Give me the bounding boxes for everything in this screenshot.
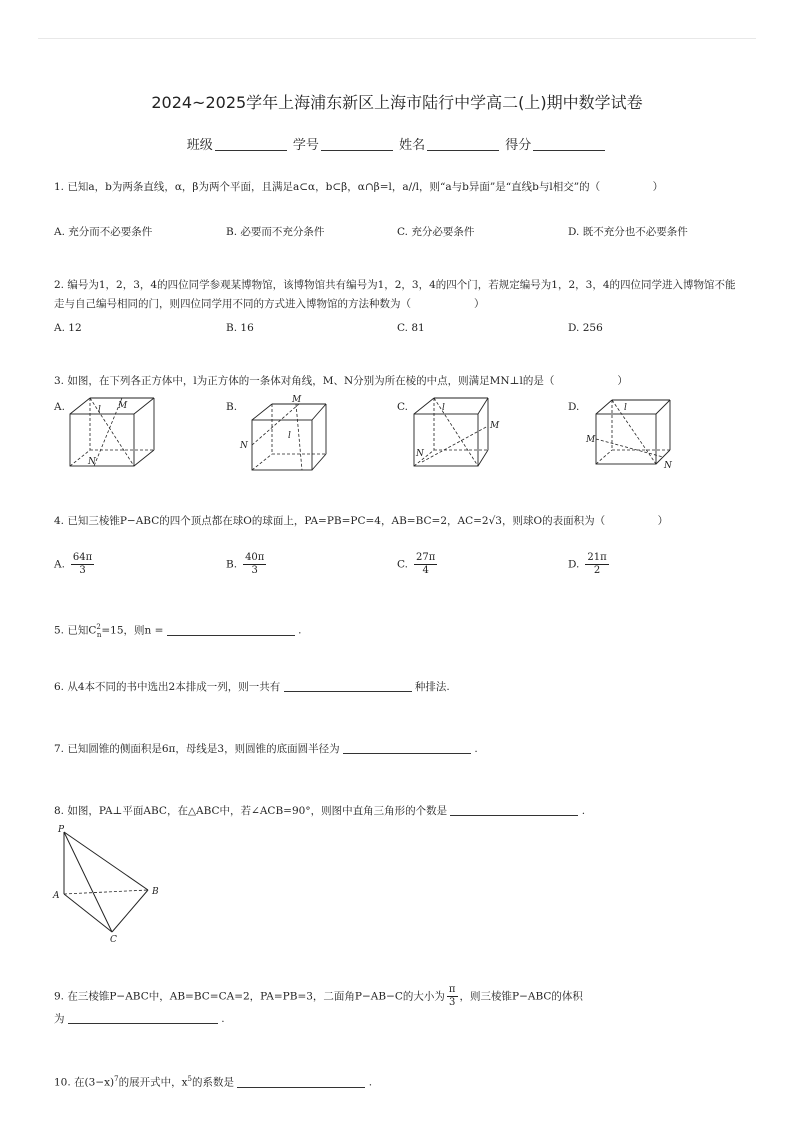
q3-option-b-label[interactable]: B. <box>226 401 238 413</box>
cube-c-label-l: l <box>442 403 445 413</box>
cube-b-label-n: N <box>240 441 248 451</box>
cube-d-label-m: M <box>586 435 596 445</box>
question-1: 1. 已知a，b为两条直线，α，β为两个平面，且满足a⊂α，b⊂β，α∩β=l，a//l，则“a与b异面”是“直线b与l相交”的（ ） <box>54 181 664 193</box>
q5-answer-blank[interactable] <box>167 625 295 636</box>
cube-figure-a <box>64 394 164 478</box>
cube-a-label-m: M <box>118 401 128 411</box>
q1-option-b[interactable]: B. 必要而不充分条件 <box>226 226 325 238</box>
cube-figure-b <box>236 394 336 478</box>
question-2: 2. 编号为1，2，3，4的四位同学参观某博物馆，该博物馆共有编号为1，2，3，4的四个门，若规定编号为1，2，3，4的四位同学进入博物馆不能走与自己编号相同的门，则四位同学用不同的方式进入博物馆的方法种数为（ ） <box>54 279 736 310</box>
cube-d-label-l: l <box>624 403 627 413</box>
question-7: 7. 已知圆锥的侧面积是6π，母线是3，则圆锥的底面圆半径为 . <box>54 743 478 755</box>
top-rule <box>38 38 756 39</box>
cube-b-label-m: M <box>292 395 302 405</box>
class-blank[interactable] <box>215 138 287 151</box>
cube-c-label-n: N <box>416 449 424 459</box>
q10-answer-blank[interactable] <box>237 1077 365 1088</box>
q2-option-c[interactable]: C. 81 <box>397 322 425 334</box>
question-3: 3. 如图，在下列各正方体中，l为正方体的一条体对角线，M、N分别为所在棱的中点，则满足MN⊥l的是（ ） <box>54 375 628 387</box>
tetrahedron-figure <box>50 820 170 949</box>
label-a: A <box>53 891 60 901</box>
q1-option-a[interactable]: A. 充分而不必要条件 <box>54 226 153 238</box>
cube-b-label-l: l <box>288 431 291 441</box>
class-label: 班级 <box>186 138 213 153</box>
q1-option-c[interactable]: C. 充分必要条件 <box>397 226 475 238</box>
cube-figure-c <box>408 394 508 478</box>
cube-a-label-l: l <box>98 405 101 415</box>
q3-option-d-label[interactable]: D. <box>568 401 580 413</box>
q2-option-d[interactable]: D. 256 <box>568 322 603 334</box>
q4-option-d[interactable]: D. $\frac{21\pi}{2}$ <box>568 552 607 576</box>
q4-option-c[interactable]: C. $\frac{27\pi}{4}$ <box>397 552 436 576</box>
label-c: C <box>110 935 117 945</box>
q4-option-b[interactable]: B. $\frac{40\pi}{3}$ <box>226 552 265 576</box>
q4-option-a[interactable]: A. $\frac{64\pi}{3}$ <box>54 552 93 576</box>
student-info-line <box>0 134 794 153</box>
cube-a-label-n: N <box>88 457 96 467</box>
q9-answer-blank[interactable] <box>68 1013 218 1024</box>
question-9: 9. 在三棱锥P−ABC中，AB=BC=CA=2，PA=PB=3，二面角P−AB−C的大小为 $\frac{\pi}{3}$ ，则三棱锥P−ABC的体积 <box>54 984 583 1008</box>
question-4: 4. 已知三棱锥P−ABC的四个顶点都在球O的球面上，PA=PB=PC=4，AB=BC=2，AC=2√3，则球O的表面积为（ ） <box>54 515 669 527</box>
cube-figure-d <box>580 394 680 478</box>
q1-option-d[interactable]: D. 既不充分也不必要条件 <box>568 226 688 238</box>
score-label: 得分 <box>505 138 532 153</box>
question-5: 5. 已知$C^2_n=15$，则n = . <box>54 623 302 639</box>
question-8: 8. 如图，PA⊥平面ABC，在△ABC中，若∠ACB=90°，则图中直角三角形的个数是 . <box>54 805 586 817</box>
score-blank[interactable] <box>533 138 605 151</box>
cube-c-label-m: M <box>490 421 500 431</box>
q7-answer-blank[interactable] <box>343 743 471 754</box>
question-6: 6. 从4本不同的书中选出2本排成一列，则一共有 种排法. <box>54 681 450 693</box>
exam-title: 2024~2025学年上海浦东新区上海市陆行中学高二(上)期中数学试卷 <box>151 93 643 112</box>
label-b: B <box>152 887 159 897</box>
q8-answer-blank[interactable] <box>450 805 578 816</box>
name-blank[interactable] <box>427 138 499 151</box>
cube-d-label-n: N <box>664 461 672 471</box>
id-label: 学号 <box>292 138 319 153</box>
question-9-line-2: 为 . <box>54 1013 225 1025</box>
q3-option-a-label[interactable]: A. <box>54 401 65 413</box>
label-p: P <box>58 825 65 835</box>
question-10: 10. 在$(3-x)^7$的展开式中，$x^5$的系数是 . <box>54 1075 373 1089</box>
id-blank[interactable] <box>321 138 393 151</box>
q3-option-c-label[interactable]: C. <box>397 401 408 413</box>
q2-option-b[interactable]: B. 16 <box>226 322 254 334</box>
q6-answer-blank[interactable] <box>284 681 412 692</box>
q2-option-a[interactable]: A. 12 <box>54 322 82 334</box>
name-label: 姓名 <box>399 138 426 153</box>
